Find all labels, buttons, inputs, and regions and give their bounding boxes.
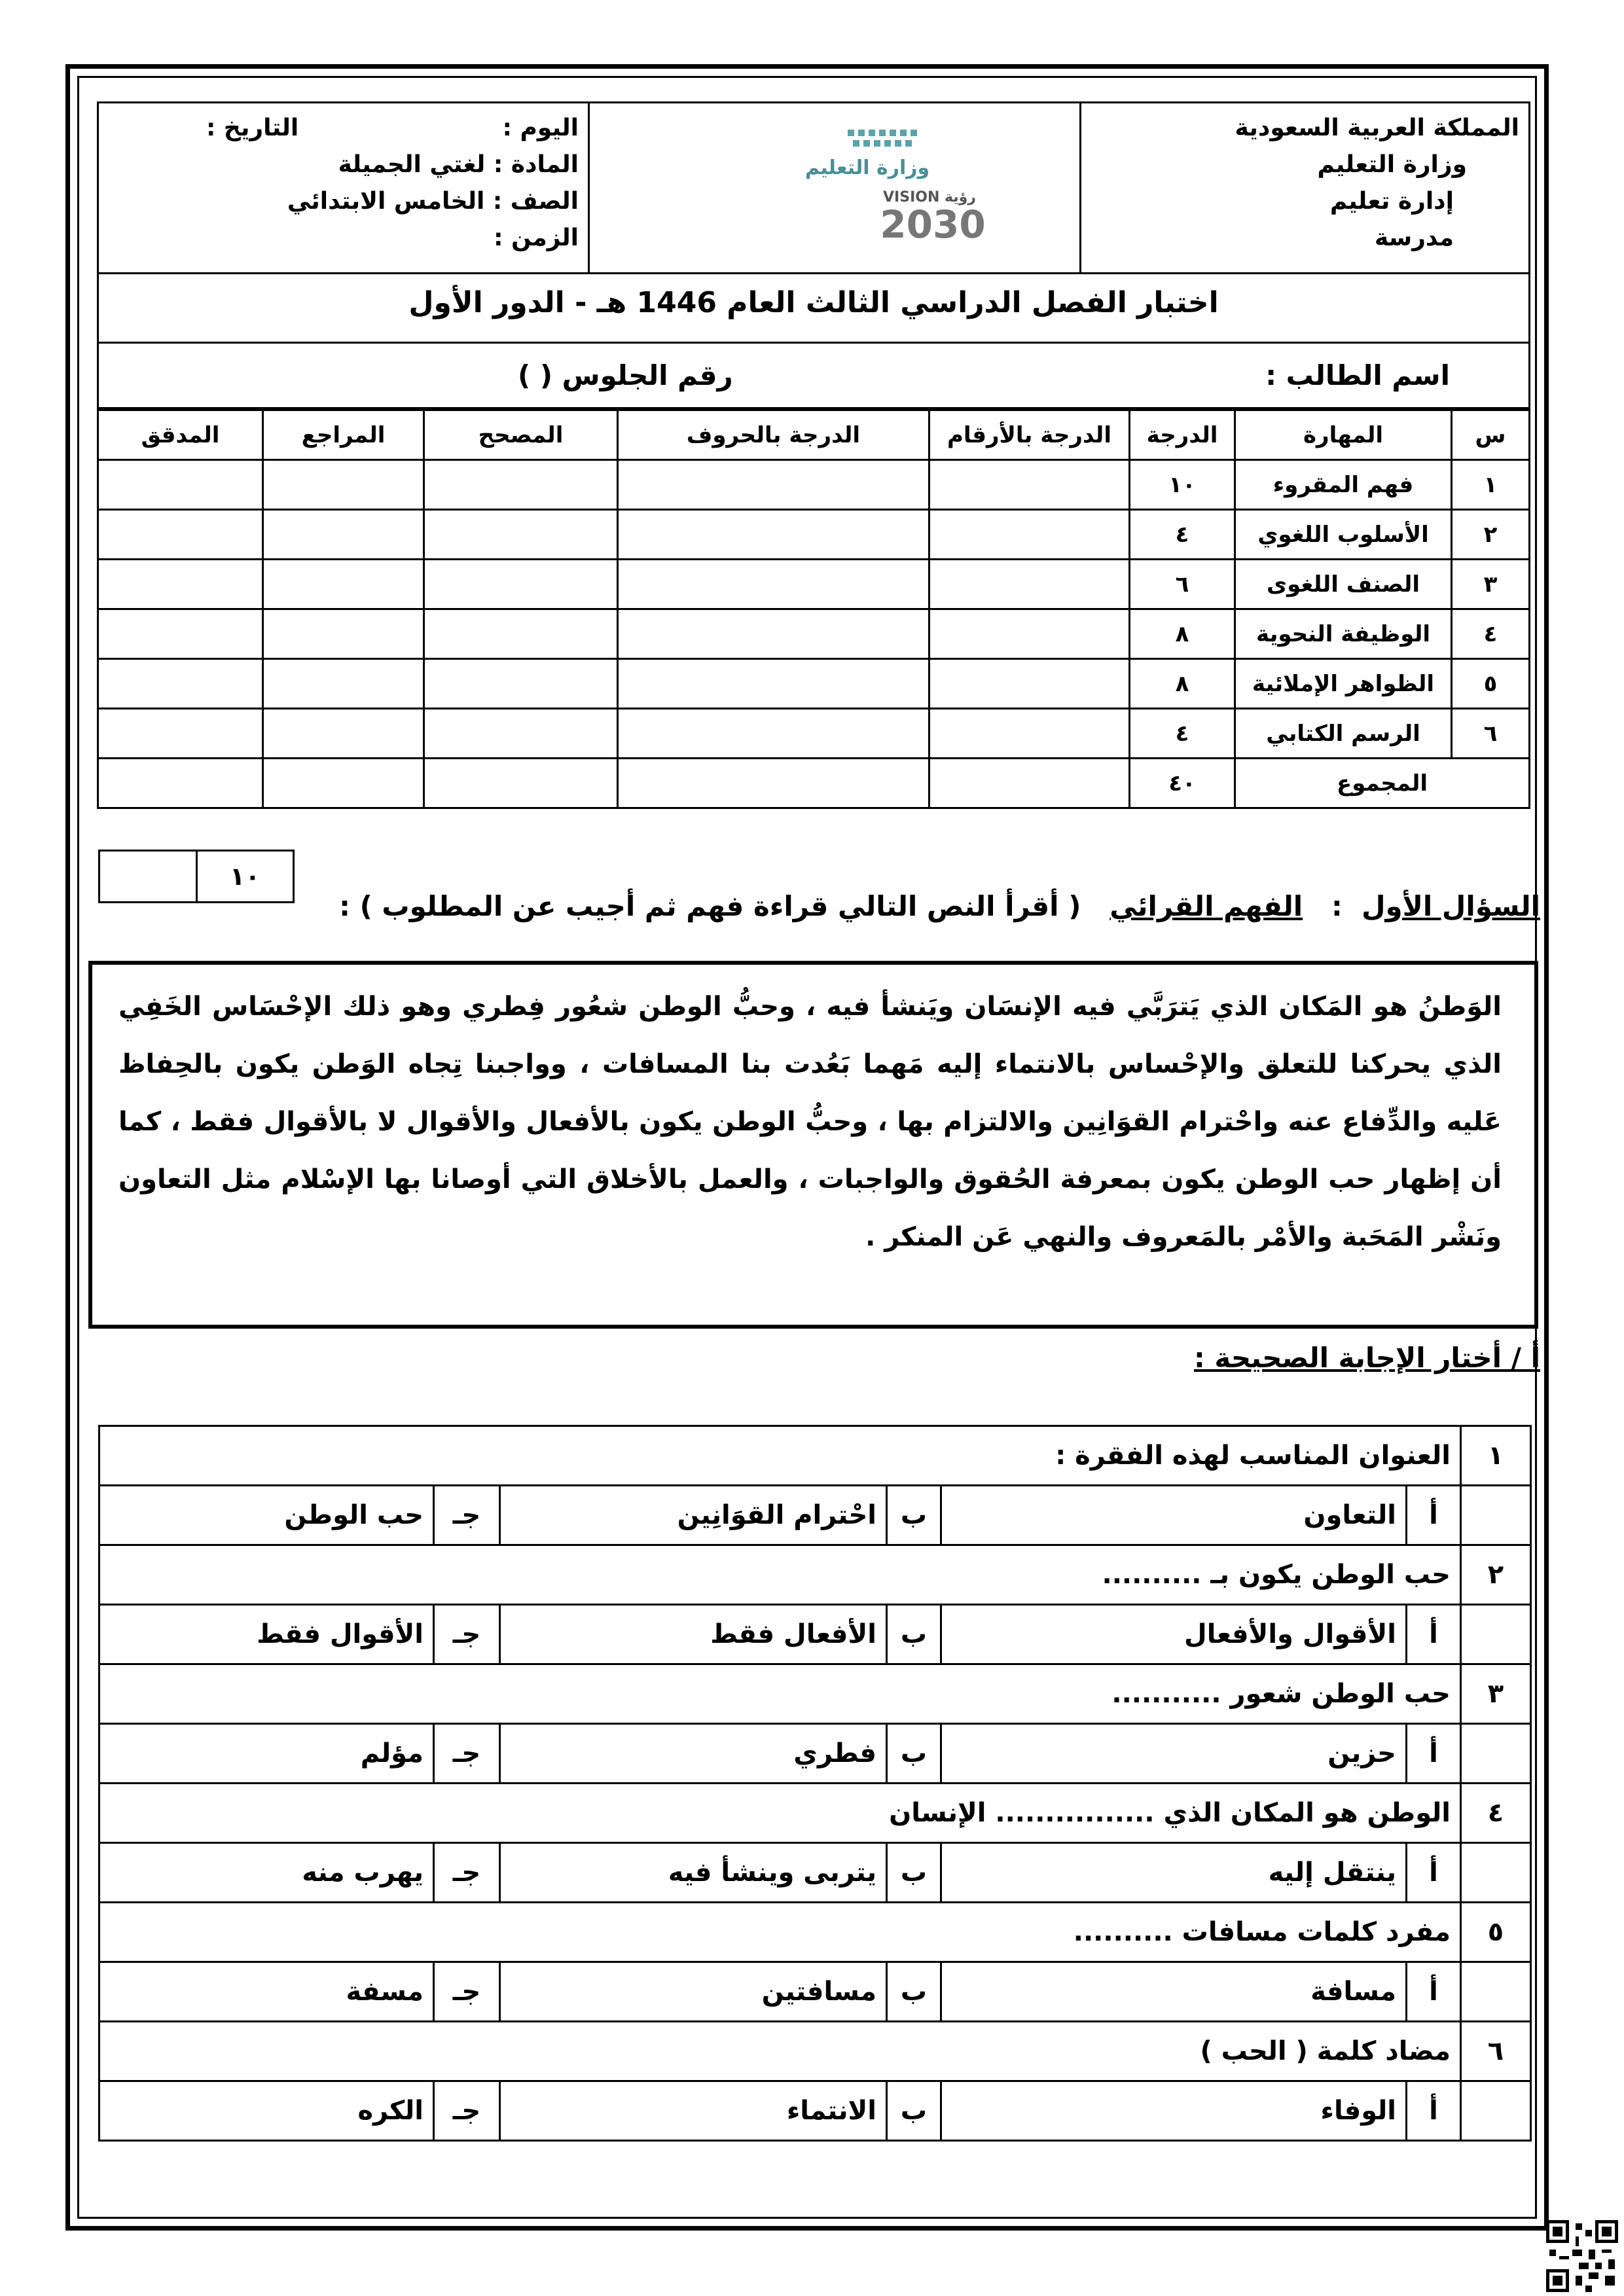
skill-name: الوظيفة النحوية: [1235, 609, 1452, 659]
ministry-vision-logo: [776, 117, 992, 247]
auditor-cell[interactable]: [98, 609, 263, 659]
row-number: ٢: [1452, 510, 1530, 560]
option-letter: جـ: [434, 2081, 500, 2141]
option-a[interactable]: ينتقل إليه: [941, 1843, 1407, 1903]
skill-max-score: ٤: [1130, 709, 1235, 759]
question-number: ١: [1461, 1426, 1531, 1486]
col-header: المراجع: [263, 410, 424, 460]
table-row: [98, 709, 1530, 759]
option-b[interactable]: الأفعال فقط: [500, 1605, 887, 1664]
options-row: [99, 1962, 1531, 2022]
q1-instruction: ( أقرأ النص التالي قراءة فهم ثم أجيب عن المطلوب ) :: [339, 890, 1081, 922]
option-spacer: [1461, 1724, 1531, 1784]
option-c[interactable]: الكره: [99, 2081, 434, 2141]
q1-score-box: [98, 850, 295, 903]
score-digits-cell[interactable]: [929, 560, 1130, 609]
q1-max-score: ١٠: [196, 852, 293, 901]
option-c[interactable]: يهرب منه: [99, 1843, 434, 1903]
score-words-cell[interactable]: [618, 659, 929, 709]
skill-name: الظواهر الإملائية: [1235, 659, 1452, 709]
option-a[interactable]: الوفاء: [941, 2081, 1407, 2141]
row-number: ٣: [1452, 560, 1530, 609]
question-row: [99, 1426, 1531, 1486]
option-b[interactable]: الانتماء: [500, 2081, 887, 2141]
table-row: [98, 460, 1530, 510]
question-number: ٢: [1461, 1545, 1531, 1605]
score-digits-cell[interactable]: [929, 460, 1130, 510]
q1-title: السؤال الأول: [1362, 890, 1540, 922]
reviewer-cell[interactable]: [263, 659, 424, 709]
year-logo-text: 2030: [880, 202, 986, 247]
option-spacer: [1461, 1486, 1531, 1545]
option-letter: جـ: [434, 1605, 500, 1664]
score-words-cell[interactable]: [618, 510, 929, 560]
option-letter: جـ: [434, 1843, 500, 1903]
option-letter: ب: [887, 1605, 941, 1664]
question-text: الوطن هو المكان الذي ................ الإنسان: [99, 1784, 1461, 1843]
question-text: مفرد كلمات مسافات ..........: [99, 1903, 1461, 1962]
skill-name: فهم المقروء: [1235, 460, 1452, 510]
options-row: [99, 1843, 1531, 1903]
option-letter: أ: [1407, 2081, 1461, 2141]
mcq-table: [98, 1425, 1532, 2142]
table-row: [98, 609, 1530, 659]
q1-subtitle: الفهم القرائي: [1110, 890, 1303, 922]
row-number: ٤: [1452, 609, 1530, 659]
student-bar: [97, 344, 1530, 409]
option-letter: ب: [887, 2081, 941, 2141]
subject-label: المادة : لغتي الجميلة: [338, 151, 579, 178]
table-row: [98, 560, 1530, 609]
corrector-cell[interactable]: [424, 460, 618, 510]
reviewer-cell[interactable]: [263, 759, 424, 808]
options-row: [99, 1486, 1531, 1545]
score-digits-cell[interactable]: [929, 709, 1130, 759]
option-letter: جـ: [434, 1486, 500, 1545]
score-digits-cell[interactable]: [929, 759, 1130, 808]
skill-name: الأسلوب اللغوي: [1235, 510, 1452, 560]
reviewer-cell[interactable]: [263, 510, 424, 560]
question-row: [99, 2022, 1531, 2081]
kingdom-label: المملكة العربية السعودية: [1235, 115, 1519, 141]
score-words-cell[interactable]: [618, 709, 929, 759]
total-row: [98, 759, 1530, 808]
question-number: ٥: [1461, 1903, 1531, 1962]
option-c[interactable]: مؤلم: [99, 1724, 434, 1784]
option-spacer: [1461, 1843, 1531, 1903]
option-c[interactable]: مسفة: [99, 1962, 434, 2022]
score-digits-cell[interactable]: [929, 659, 1130, 709]
date-label: التاريخ :: [206, 115, 299, 141]
question-text: حب الوطن يكون بـ ..........: [99, 1545, 1461, 1605]
reviewer-cell[interactable]: [263, 460, 424, 510]
question-text: حب الوطن شعور ...........: [99, 1664, 1461, 1724]
score-words-cell[interactable]: [618, 609, 929, 659]
options-row: [99, 1724, 1531, 1784]
school-label: مدرسة: [1374, 224, 1454, 251]
auditor-cell[interactable]: [98, 759, 263, 808]
option-letter: أ: [1407, 1962, 1461, 2022]
corrector-cell[interactable]: [424, 560, 618, 609]
corrector-cell[interactable]: [424, 510, 618, 560]
col-header: س: [1452, 410, 1530, 460]
grades-table: [97, 409, 1530, 809]
score-digits-cell[interactable]: [929, 510, 1130, 560]
skill-max-score: ٨: [1130, 609, 1235, 659]
score-digits-cell[interactable]: [929, 609, 1130, 659]
option-letter: ب: [887, 1962, 941, 2022]
option-b[interactable]: يتربى وينشأ فيه: [500, 1843, 887, 1903]
options-row: [99, 2081, 1531, 2141]
row-number: ١: [1452, 460, 1530, 510]
option-letter: جـ: [434, 1962, 500, 2022]
option-a[interactable]: التعاون: [941, 1486, 1407, 1545]
option-a[interactable]: حزين: [941, 1724, 1407, 1784]
seat-number-label: رقم الجلوس ( ): [518, 359, 733, 391]
row-number: ٦: [1452, 709, 1530, 759]
ministry-logo-text: وزارة التعليم: [804, 156, 930, 179]
col-header: المدقق: [98, 410, 263, 460]
grades-header-row: [98, 410, 1530, 460]
qr-code-icon: [1546, 2220, 1618, 2292]
total-max-score: ٤٠: [1130, 759, 1235, 808]
education-admin-label: إدارة تعليم: [1329, 188, 1454, 215]
auditor-cell[interactable]: [98, 460, 263, 510]
option-letter: أ: [1407, 1486, 1461, 1545]
question-row: [99, 1545, 1531, 1605]
corrector-cell[interactable]: [424, 659, 618, 709]
reading-passage: الوَطنُ هو المَكان الذي يَترَبَّي فيه الإنسَان ويَنشأ فيه ، وحبُّ الوطن شعُور فِطري وهو ذلك الإحْسَاس الخَفِي الذي يحركنا للتعلق والإحْساس بالانتماء إليه مَهما بَعُدت بنا المسافات ، وواجبنا تِجاه الوَطن يكون بالحِفاظ عَليه والدِّفاع عنه واحْترام القوَانِين والالتزام بها ، وحبُّ الوطن يكون بالأفعال والأقوال لا بالأقوال فقط ، كما أن إظهار حب الوطن يكون بمعرفة الحُقوق والواجبات ، والعمل بالأخلاق التي أوصانا بها الإسْلام مثل التعاون ونَشْر المَحَبة والأمْر بالمَعروف والنهي عَن المنكر .: [88, 961, 1538, 1329]
option-letter: أ: [1407, 1724, 1461, 1784]
option-a[interactable]: الأقوال والأفعال: [941, 1605, 1407, 1664]
skill-max-score: ٨: [1130, 659, 1235, 709]
option-letter: أ: [1407, 1605, 1461, 1664]
option-b[interactable]: فطري: [500, 1724, 887, 1784]
q1-earned-cell[interactable]: [100, 852, 196, 901]
exam-title: اختبار الفصل الدراسي الثالث العام 1446 هـ - الدور الأول: [97, 264, 1530, 344]
col-header: الدرجة: [1130, 410, 1235, 460]
table-row: [98, 659, 1530, 709]
reviewer-cell[interactable]: [263, 609, 424, 659]
skill-name: الصنف اللغوى: [1235, 560, 1452, 609]
question-row: [99, 1664, 1531, 1724]
question-text: العنوان المناسب لهذه الفقرة :: [99, 1426, 1461, 1486]
question-row: [99, 1784, 1531, 1843]
corrector-cell[interactable]: [424, 759, 618, 808]
col-header: الدرجة بالحروف: [618, 410, 929, 460]
col-header: المصحح: [424, 410, 618, 460]
option-letter: ب: [887, 1724, 941, 1784]
score-words-cell[interactable]: [618, 460, 929, 510]
question-number: ٣: [1461, 1664, 1531, 1724]
option-letter: أ: [1407, 1843, 1461, 1903]
total-label: المجموع: [1235, 759, 1530, 808]
option-letter: ب: [887, 1843, 941, 1903]
auditor-cell[interactable]: [98, 510, 263, 560]
header-right: [1081, 103, 1530, 274]
option-spacer: [1461, 1605, 1531, 1664]
option-spacer: [1461, 2081, 1531, 2141]
option-letter: ب: [887, 1486, 941, 1545]
auditor-cell[interactable]: [98, 659, 263, 709]
reviewer-cell[interactable]: [263, 560, 424, 609]
auditor-cell[interactable]: [98, 709, 263, 759]
corrector-cell[interactable]: [424, 609, 618, 659]
option-b[interactable]: مسافتين: [500, 1962, 887, 2022]
option-letter: جـ: [434, 1724, 500, 1784]
question-row: [99, 1903, 1531, 1962]
skill-name: الرسم الكتابي: [1235, 709, 1452, 759]
question-number: ٤: [1461, 1784, 1531, 1843]
question-number: ٦: [1461, 2022, 1531, 2081]
question-text: مضاد كلمة ( الحب ): [99, 2022, 1461, 2081]
table-row: [98, 510, 1530, 560]
col-header: الدرجة بالأرقام: [929, 410, 1130, 460]
vision-logo-text: VISION رؤية: [883, 189, 976, 206]
day-label: اليوم :: [502, 115, 579, 141]
time-label: الزمن :: [494, 224, 579, 251]
option-a[interactable]: مسافة: [941, 1962, 1407, 2022]
option-b[interactable]: احْترام القوَانِين: [500, 1486, 887, 1545]
score-words-cell[interactable]: [618, 759, 929, 808]
ministry-label: وزارة التعليم: [1317, 151, 1467, 178]
options-row: [99, 1605, 1531, 1664]
col-header: المهارة: [1235, 410, 1452, 460]
option-c[interactable]: حب الوطن: [99, 1486, 434, 1545]
skill-max-score: ١٠: [1130, 460, 1235, 510]
score-words-cell[interactable]: [618, 560, 929, 609]
q1-heading: السؤال الأول : الفهم القرائي ( أقرأ النص التالي قراءة فهم ثم أجيب عن المطلوب ) :: [339, 890, 1540, 922]
skill-max-score: ٦: [1130, 560, 1235, 609]
auditor-cell[interactable]: [98, 560, 263, 609]
reviewer-cell[interactable]: [263, 709, 424, 759]
option-spacer: [1461, 1962, 1531, 2022]
student-name-label: اسم الطالب :: [1265, 359, 1450, 391]
header-left: [98, 103, 589, 274]
skill-max-score: ٤: [1130, 510, 1235, 560]
corrector-cell[interactable]: [424, 709, 618, 759]
row-number: ٥: [1452, 659, 1530, 709]
choose-heading: أ / أختار الإجابة الصحيحة :: [1193, 1342, 1540, 1374]
option-c[interactable]: الأقوال فقط: [99, 1605, 434, 1664]
grade-label: الصف : الخامس الابتدائي: [287, 188, 579, 215]
